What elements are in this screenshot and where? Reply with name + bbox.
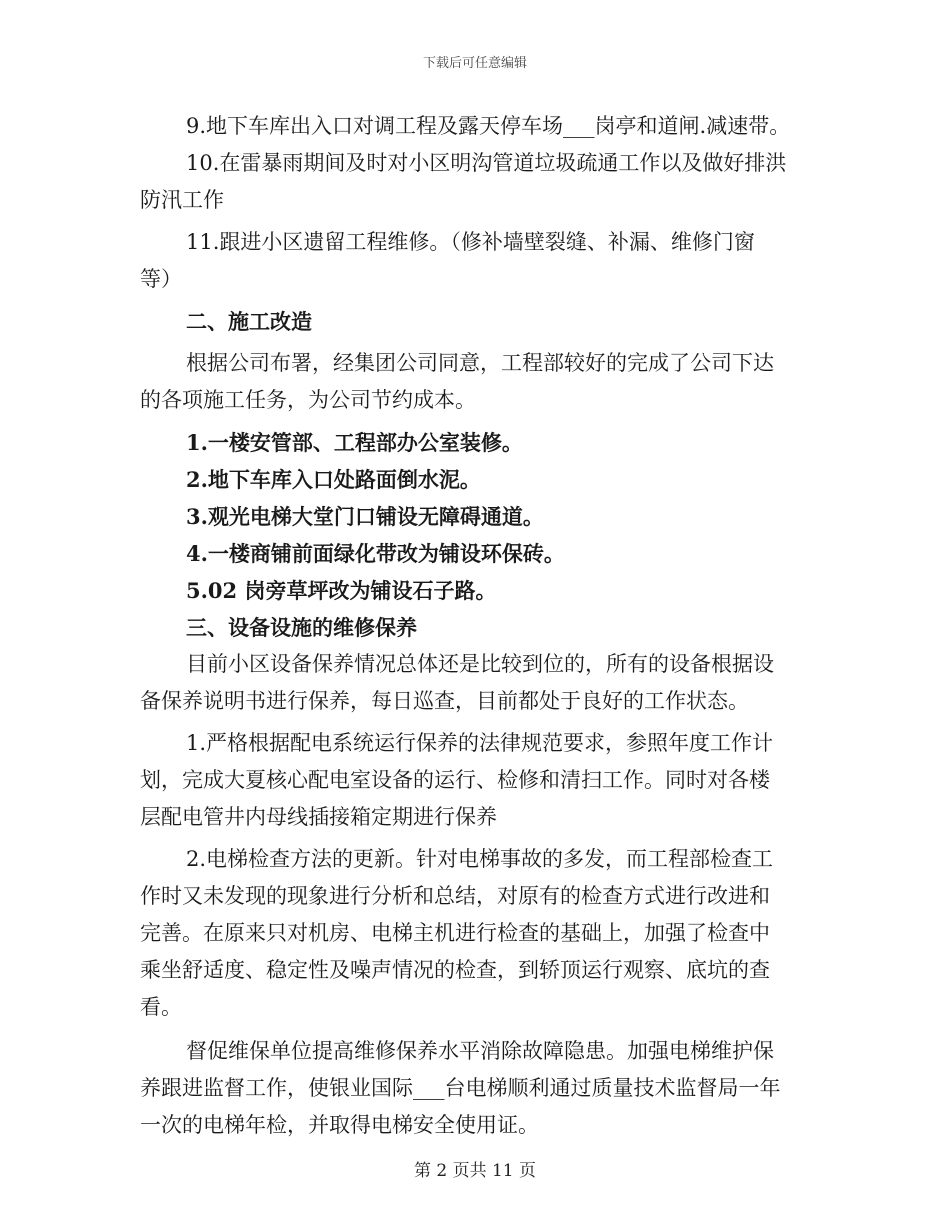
list-item-11-line1: 11.跟进小区遗留工程维修。（修补墙壁裂缝、补漏、维修门窗 xyxy=(186,230,755,254)
section-2-heading: 二、施工改造 xyxy=(186,309,312,334)
list-item-10-line1: 10.在雷暴雨期间及时对小区明沟管道垃圾疏通工作以及做好排洪 xyxy=(186,151,787,175)
section-2-item-5: 5.02 岗旁草坪改为铺设石子路。 xyxy=(186,578,497,603)
section-2-item-2: 2.地下车库入口处路面倒水泥。 xyxy=(186,467,481,492)
section-2-item-1: 1.一楼安管部、工程部办公室装修。 xyxy=(186,430,523,455)
section-2-intro-line2: 的各项施工任务，为公司节约成本。 xyxy=(140,388,476,412)
page-header: 下载后可任意编辑 xyxy=(422,56,527,71)
section-3-intro-line2: 备保养说明书进行保养，每日巡查，目前都处于良好的工作状态。 xyxy=(140,689,749,713)
document-body xyxy=(140,108,812,1144)
section-3-heading: 三、设备设施的维修保养 xyxy=(186,615,417,640)
section-3-paragraph-line2: 养跟进监督工作，使银业国际___台电梯顺利通过质量技术监督局一年 xyxy=(140,1076,781,1100)
section-2-item-3: 3.观光电梯大堂门口铺设无障碍通道。 xyxy=(186,504,544,529)
section-2-intro-line1: 根据公司布署，经集团公司同意，工程部较好的完成了公司下达 xyxy=(186,351,774,375)
section-3-paragraph-line1: 督促维保单位提高维修保养水平消除故障隐患。加强电梯维护保 xyxy=(186,1039,774,1063)
list-item-10-line2: 防汛工作 xyxy=(140,188,224,212)
section-2-item-4: 4.一楼商铺前面绿化带改为铺设环保砖。 xyxy=(186,541,565,566)
list-item-11-line2: 等） xyxy=(140,267,182,291)
section-3-item-2-line2: 作时又未发现的现象进行分析和总结，对原有的检查方式进行改进和 xyxy=(140,884,770,908)
section-3-item-2-line5: 看。 xyxy=(140,995,182,1019)
list-item-9: 9.地下车库出入口对调工程及露天停车场___岗亭和道闸.减速带。 xyxy=(186,114,791,138)
section-3-item-1-line1: 1.严格根据配电系统运行保养的法律规范要求，参照年度工作计 xyxy=(186,731,774,755)
page-footer: 第 2 页共 11 页 xyxy=(413,1161,537,1181)
section-3-item-1-line2: 划，完成大夏核心配电室设备的运行、检修和清扫工作。同时对各楼 xyxy=(140,768,770,792)
section-3-item-1-line3: 层配电管井内母线插接箱定期进行保养 xyxy=(140,805,497,829)
section-3-item-2-line4: 乘坐舒适度、稳定性及噪声情况的检查，到轿顶运行观察、底坑的查 xyxy=(140,958,770,982)
section-3-item-2-line3: 完善。在原来只对机房、电梯主机进行检查的基础上，加强了检查中 xyxy=(140,921,770,945)
section-3-paragraph-line3: 一次的电梯年检，并取得电梯安全使用证。 xyxy=(140,1113,539,1137)
section-3-intro-line1: 目前小区设备保养情况总体还是比较到位的，所有的设备根据设 xyxy=(186,652,774,676)
section-3-item-2-line1: 2.电梯检查方法的更新。针对电梯事故的多发，而工程部检查工 xyxy=(186,847,774,871)
